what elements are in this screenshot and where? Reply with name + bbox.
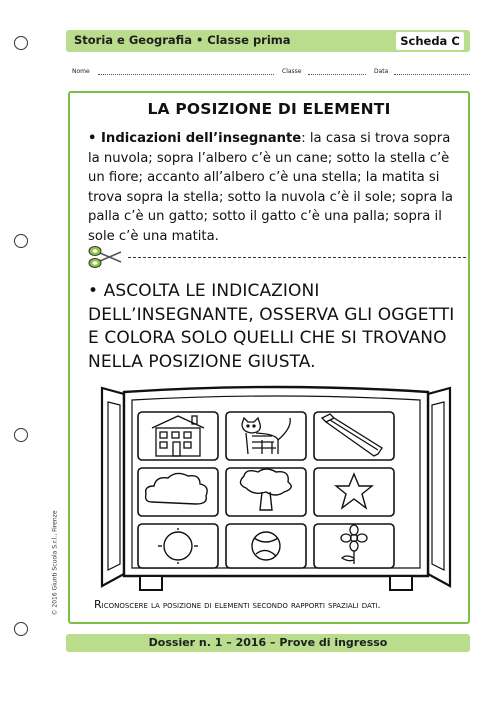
cell-house bbox=[138, 412, 218, 460]
page-title: LA POSIZIONE DI ELEMENTI bbox=[147, 100, 391, 118]
cell-ball bbox=[226, 524, 306, 568]
scissors-icon bbox=[88, 245, 122, 269]
binder-hole bbox=[14, 36, 28, 50]
binder-hole bbox=[14, 234, 28, 248]
learning-objective bbox=[94, 598, 381, 611]
cell-pencil bbox=[314, 412, 394, 460]
class-line[interactable] bbox=[308, 74, 366, 75]
copyright-text: © 2016 Giunti Scuola S.r.l., Firenze bbox=[51, 509, 59, 616]
task-text: • ASCOLTA LE INDICAZIONI DELL’INSEGNANTE, OSSERVA GLI OGGETTI E COLORA SOLO QUELLI CHE SI TROVANO NELLA POSIZIONE GIUSTA. bbox=[88, 281, 455, 372]
name-label: Nome bbox=[72, 68, 90, 75]
dashed-cut-line bbox=[128, 257, 466, 258]
binder-hole bbox=[14, 622, 28, 636]
header-bar bbox=[66, 30, 470, 52]
sheet-label: Scheda C bbox=[396, 32, 464, 50]
copyright-note bbox=[50, 500, 60, 625]
cut-line bbox=[88, 245, 466, 269]
cell-sun bbox=[138, 524, 218, 568]
cell-cloud bbox=[138, 468, 218, 516]
subject-label: Storia e Geografia • Classe prima bbox=[74, 33, 291, 47]
objective-text: iconoscere la posizione di elementi secondo rapporti spaziali dati. bbox=[101, 600, 381, 611]
objective-initial: R bbox=[94, 598, 102, 611]
name-line[interactable] bbox=[98, 74, 274, 75]
instructions-lead: • Indicazioni dell’insegnante bbox=[88, 131, 302, 146]
cabinet-illustration bbox=[96, 378, 456, 598]
class-label: Classe bbox=[282, 68, 302, 75]
binder-hole bbox=[14, 428, 28, 442]
student-fields bbox=[72, 68, 470, 78]
teacher-instructions bbox=[88, 129, 464, 247]
date-label: Data bbox=[374, 68, 389, 75]
instructions-text: : la casa si trova sopra la nuvola; sopra l’albero c’è un cane; sotto la stella c’è un fiore; accanto all’albero c’è una stella; la matita si trova sopra la stella; sotto la nuvola c’è il sole; sopra la palla c’è un gatto; sotto il gatto c’è una palla; sopra il sole c’è una matita. bbox=[88, 131, 453, 244]
date-line[interactable] bbox=[394, 74, 470, 75]
footer-bar: Dossier n. 1 – 2016 – Prove di ingresso bbox=[66, 634, 470, 652]
